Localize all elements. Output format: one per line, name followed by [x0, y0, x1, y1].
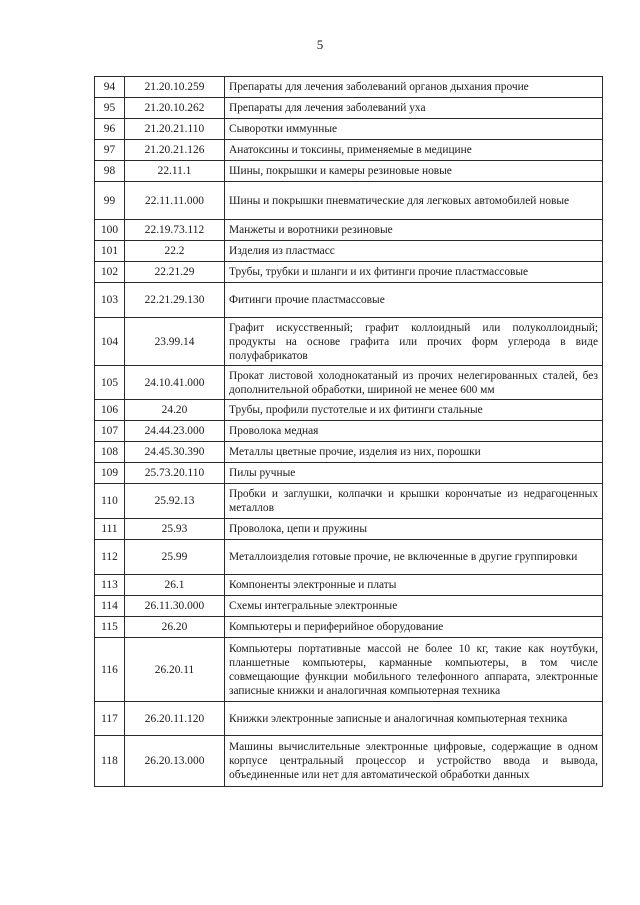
row-number-cell: 107 [95, 421, 125, 442]
row-number-cell: 106 [95, 400, 125, 421]
row-number-cell: 108 [95, 442, 125, 463]
okpd-code-cell: 26.1 [125, 575, 225, 596]
table-row [95, 182, 603, 220]
row-number-cell: 111 [95, 519, 125, 540]
okpd-code-cell: 25.92.13 [125, 484, 225, 519]
row-number-cell: 97 [95, 140, 125, 161]
product-name-cell: Препараты для лечения заболеваний уха [225, 98, 603, 119]
table-row [95, 220, 603, 241]
row-number-cell: 99 [95, 182, 125, 220]
table-row [95, 400, 603, 421]
product-name-cell: Манжеты и воротники резиновые [225, 220, 603, 241]
table-row [95, 540, 603, 575]
row-number-cell: 109 [95, 463, 125, 484]
table-row [95, 702, 603, 736]
product-name-cell: Графит искусственный; графит коллоидный или полуколлоидный; продукты на основе графита или прочих форм углерода в виде полуфабрикатов [225, 318, 603, 366]
okpd-code-cell: 22.21.29.130 [125, 283, 225, 318]
row-number-cell: 105 [95, 366, 125, 400]
table-row [95, 519, 603, 540]
row-number-cell: 115 [95, 617, 125, 638]
product-name-cell: Фитинги прочие пластмассовые [225, 283, 603, 318]
okpd-code-cell: 24.10.41.000 [125, 366, 225, 400]
product-name-cell: Металлоизделия готовые прочие, не включенные в другие группировки [225, 540, 603, 575]
row-number-cell: 103 [95, 283, 125, 318]
table-row [95, 484, 603, 519]
okpd-code-cell: 21.20.21.126 [125, 140, 225, 161]
row-number-cell: 110 [95, 484, 125, 519]
row-number-cell: 102 [95, 262, 125, 283]
okpd-code-cell: 26.20.11 [125, 638, 225, 702]
row-number-cell: 95 [95, 98, 125, 119]
table-row [95, 262, 603, 283]
product-name-cell: Анатоксины и токсины, применяемые в медицине [225, 140, 603, 161]
product-name-cell: Компоненты электронные и платы [225, 575, 603, 596]
product-name-cell: Трубы, профили пустотелые и их фитинги стальные [225, 400, 603, 421]
table-row [95, 617, 603, 638]
okpd-code-cell: 23.99.14 [125, 318, 225, 366]
table-row [95, 638, 603, 702]
table-row [95, 77, 603, 98]
product-name-cell: Шины и покрышки пневматические для легковых автомобилей новые [225, 182, 603, 220]
okpd-code-cell: 22.11.1 [125, 161, 225, 182]
okpd-code-cell: 21.20.10.259 [125, 77, 225, 98]
okpd-code-cell: 26.11.30.000 [125, 596, 225, 617]
okpd-code-cell: 21.20.10.262 [125, 98, 225, 119]
okpd-code-cell: 26.20.11.120 [125, 702, 225, 736]
table-row [95, 421, 603, 442]
table-row [95, 161, 603, 182]
product-name-cell: Машины вычислительные электронные цифровые, содержащие в одном корпусе центральный процессор и устройство ввода и вывода, объединенные или нет для автоматической обработки данных [225, 736, 603, 787]
table-row [95, 736, 603, 787]
table-row [95, 283, 603, 318]
table-row [95, 318, 603, 366]
okpd-code-cell: 24.20 [125, 400, 225, 421]
row-number-cell: 94 [95, 77, 125, 98]
product-name-cell: Шины, покрышки и камеры резиновые новые [225, 161, 603, 182]
okpd-code-cell: 21.20.21.110 [125, 119, 225, 140]
product-name-cell: Изделия из пластмасс [225, 241, 603, 262]
page-number: 5 [316, 37, 324, 52]
row-number-cell: 104 [95, 318, 125, 366]
row-number-cell: 101 [95, 241, 125, 262]
table-row [95, 241, 603, 262]
row-number-cell: 96 [95, 119, 125, 140]
row-number-cell: 116 [95, 638, 125, 702]
okpd-code-cell: 26.20 [125, 617, 225, 638]
table-row [95, 442, 603, 463]
okpd-code-cell: 25.73.20.110 [125, 463, 225, 484]
row-number-cell: 113 [95, 575, 125, 596]
table-row [95, 575, 603, 596]
okpd-code-cell: 22.11.11.000 [125, 182, 225, 220]
table-row [95, 119, 603, 140]
row-number-cell: 100 [95, 220, 125, 241]
product-name-cell: Пробки и заглушки, колпачки и крышки корончатые из недрагоценных металлов [225, 484, 603, 519]
product-name-cell: Компьютеры и периферийное оборудование [225, 617, 603, 638]
okpd-code-cell: 24.45.30.390 [125, 442, 225, 463]
okpd-code-cell: 25.99 [125, 540, 225, 575]
table-row [95, 596, 603, 617]
table-row [95, 140, 603, 161]
row-number-cell: 98 [95, 161, 125, 182]
table-row [95, 98, 603, 119]
product-name-cell: Книжки электронные записные и аналогичная компьютерная техника [225, 702, 603, 736]
product-name-cell: Трубы, трубки и шланги и их фитинги прочие пластмассовые [225, 262, 603, 283]
product-name-cell: Сыворотки иммунные [225, 119, 603, 140]
okpd-code-cell: 24.44.23.000 [125, 421, 225, 442]
product-name-cell: Схемы интегральные электронные [225, 596, 603, 617]
product-name-cell: Препараты для лечения заболеваний органов дыхания прочие [225, 77, 603, 98]
okpd-codes-table [94, 76, 603, 787]
row-number-cell: 117 [95, 702, 125, 736]
product-name-cell: Проволока, цепи и пружины [225, 519, 603, 540]
okpd-code-cell: 26.20.13.000 [125, 736, 225, 787]
okpd-code-cell: 25.93 [125, 519, 225, 540]
okpd-code-cell: 22.2 [125, 241, 225, 262]
product-name-cell: Прокат листовой холоднокатаный из прочих нелегированных сталей, без дополнительной обработки, шириной не менее 600 мм [225, 366, 603, 400]
table-row [95, 366, 603, 400]
product-name-cell: Пилы ручные [225, 463, 603, 484]
product-name-cell: Металлы цветные прочие, изделия из них, порошки [225, 442, 603, 463]
table-body [95, 77, 603, 787]
row-number-cell: 118 [95, 736, 125, 787]
table-row [95, 463, 603, 484]
product-name-cell: Проволока медная [225, 421, 603, 442]
okpd-code-cell: 22.19.73.112 [125, 220, 225, 241]
okpd-code-cell: 22.21.29 [125, 262, 225, 283]
product-name-cell: Компьютеры портативные массой не более 10 кг, такие как ноутбуки, планшетные компьютеры, карманные компьютеры, в том числе совмещающие функции мобильного телефонного аппарата, электронные записные книжки и аналогичная компьютерная техника [225, 638, 603, 702]
row-number-cell: 114 [95, 596, 125, 617]
row-number-cell: 112 [95, 540, 125, 575]
